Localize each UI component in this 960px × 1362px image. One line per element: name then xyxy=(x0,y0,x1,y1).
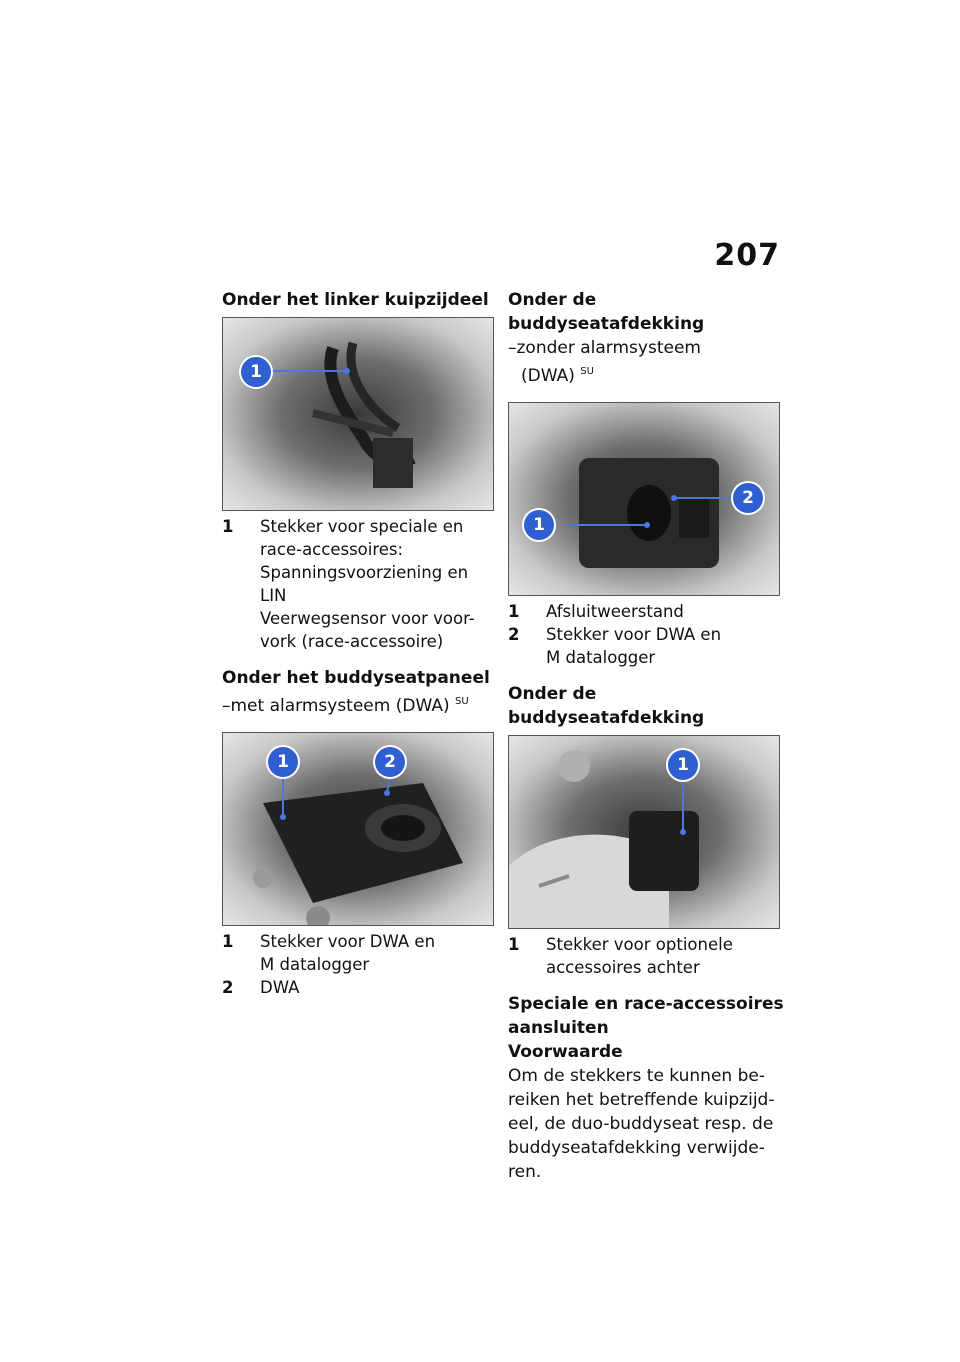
figure-illustration xyxy=(223,318,493,510)
legend-list xyxy=(222,515,497,653)
callout-1: 1 xyxy=(241,357,271,387)
legend-text: Stekker voor optionele accessoires achter xyxy=(546,935,733,977)
legend-number: 1 xyxy=(508,935,520,954)
left-column xyxy=(222,288,497,999)
right-column xyxy=(508,288,790,1184)
section-heading: Speciale en race-accessoires xyxy=(508,994,784,1014)
section-heading-continued: aansluiten xyxy=(508,1018,609,1038)
section-heading: Onder het linker kuipzijdeel xyxy=(222,290,489,310)
section-subtitle xyxy=(508,360,790,388)
legend-item xyxy=(508,623,790,669)
section-subtitle xyxy=(222,690,497,718)
section-heading: Onder het buddyseatpaneel xyxy=(222,668,490,688)
callout-1: 1 xyxy=(668,750,698,780)
section-heading: Onder de buddyseatafdekking xyxy=(508,290,705,334)
legend-item xyxy=(222,930,497,976)
callout-2: 2 xyxy=(733,483,763,513)
body-paragraph: Om de stekkers te kunnen be- reiken het betreffende kuipzijd- eel, de duo-buddyseat resp. de buddyseatafdekking verwijde- ren. xyxy=(508,1066,775,1182)
figure-illustration xyxy=(223,733,493,925)
subtitle-text: (DWA) xyxy=(521,366,575,386)
section-heading: Onder de buddyseatafdekking xyxy=(508,684,705,728)
page-number: 207 xyxy=(714,238,780,273)
legend-text: Stekker voor DWA en M datalogger xyxy=(260,932,436,974)
figure-illustration xyxy=(509,736,779,928)
legend-text: DWA xyxy=(260,978,300,997)
figure-buddyseatafdekking-2 xyxy=(508,735,780,929)
subtitle-text: –met alarmsysteem (DWA) xyxy=(222,696,450,716)
legend-item xyxy=(508,933,790,979)
legend-item xyxy=(508,600,790,623)
legend-item xyxy=(222,515,497,653)
legend-list xyxy=(508,933,790,979)
callout-1: 1 xyxy=(268,747,298,777)
legend-list xyxy=(222,930,497,999)
legend-text: Stekker voor speciale en race-accessoires: Spanningsvoorziening en LIN Veerwegsensor voor voor- vork (race-accessoire) xyxy=(260,517,475,651)
legend-number: 1 xyxy=(222,517,234,536)
superscript-label: SU xyxy=(455,696,469,707)
legend-text: Stekker voor DWA en M datalogger xyxy=(546,625,722,667)
legend-number: 1 xyxy=(508,602,520,621)
section-subtitle: –zonder alarmsysteem xyxy=(508,338,701,358)
legend-list xyxy=(508,600,790,669)
legend-number: 2 xyxy=(508,625,520,644)
subheading: Voorwaarde xyxy=(508,1042,623,1062)
legend-text: Afsluitweerstand xyxy=(546,602,684,621)
callout-1: 1 xyxy=(524,510,554,540)
figure-buddyseatafdekking-1 xyxy=(508,402,780,596)
legend-item xyxy=(222,976,497,999)
legend-number: 1 xyxy=(222,932,234,951)
callout-2: 2 xyxy=(375,747,405,777)
figure-buddyseatpaneel xyxy=(222,732,494,926)
figure-kuipzijdeel xyxy=(222,317,494,511)
legend-number: 2 xyxy=(222,978,234,997)
superscript-label: SU xyxy=(580,366,594,377)
